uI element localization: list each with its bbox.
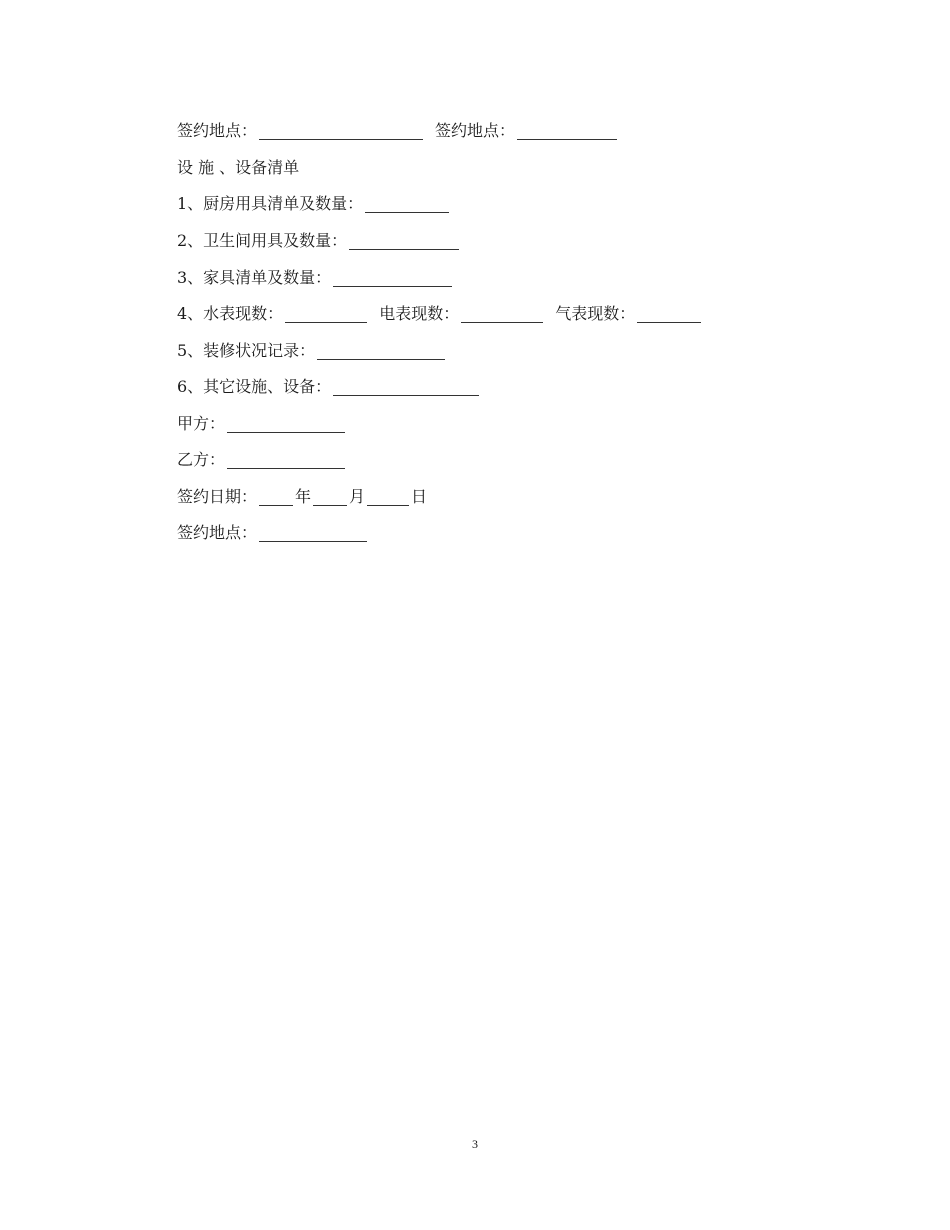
electric-meter-field[interactable]	[461, 303, 543, 323]
sign-place-label: 签约地点：	[177, 121, 258, 140]
bathroom-row	[177, 228, 461, 254]
party-a-label: 甲方：	[177, 414, 226, 433]
sign-date-label: 签约日期：	[177, 487, 258, 506]
water-meter-field[interactable]	[285, 303, 367, 323]
sign-date-row	[177, 484, 427, 510]
month-label: 月	[349, 487, 366, 506]
sign-place-row-2	[177, 520, 369, 546]
other-facilities-label: 6、其它设施、设备：	[177, 377, 332, 396]
furniture-label: 3、家具清单及数量：	[177, 268, 332, 287]
gas-meter-label: 气表现数：	[555, 304, 636, 323]
sign-place-label-2: 签约地点：	[435, 121, 516, 140]
sign-place-field[interactable]	[259, 120, 423, 140]
year-label: 年	[295, 487, 312, 506]
kitchen-label: 1、厨房用具清单及数量：	[177, 194, 364, 213]
furniture-row	[177, 265, 454, 291]
party-b-label: 乙方：	[177, 450, 226, 469]
sign-place-label-3: 签约地点：	[177, 523, 258, 542]
electric-meter-label: 电表现数：	[379, 304, 460, 323]
party-b-row	[177, 447, 347, 473]
party-a-field[interactable]	[227, 413, 345, 433]
decoration-label: 5、装修状况记录：	[177, 341, 316, 360]
party-a-row	[177, 411, 347, 437]
other-facilities-row	[177, 374, 481, 400]
month-field[interactable]	[313, 486, 347, 506]
facilities-heading: 设 施 、设备清单	[177, 158, 300, 177]
bathroom-label: 2、卫生间用具及数量：	[177, 231, 348, 250]
sign-place-field-2[interactable]	[517, 120, 617, 140]
decoration-row	[177, 338, 447, 364]
party-b-field[interactable]	[227, 449, 345, 469]
water-meter-label: 4、水表现数：	[177, 304, 284, 323]
sign-place-field-3[interactable]	[259, 522, 367, 542]
day-label: 日	[411, 487, 428, 506]
kitchen-field[interactable]	[365, 193, 449, 213]
year-field[interactable]	[259, 486, 293, 506]
kitchen-row	[177, 191, 451, 217]
section-heading	[177, 155, 299, 181]
gas-meter-field[interactable]	[637, 303, 701, 323]
meter-row	[177, 301, 703, 327]
bathroom-field[interactable]	[349, 230, 459, 250]
page-number: 3	[472, 1137, 478, 1151]
sign-place-row	[177, 118, 619, 144]
furniture-field[interactable]	[333, 267, 452, 287]
decoration-field[interactable]	[317, 340, 445, 360]
other-facilities-field[interactable]	[333, 376, 479, 396]
day-field[interactable]	[367, 486, 409, 506]
